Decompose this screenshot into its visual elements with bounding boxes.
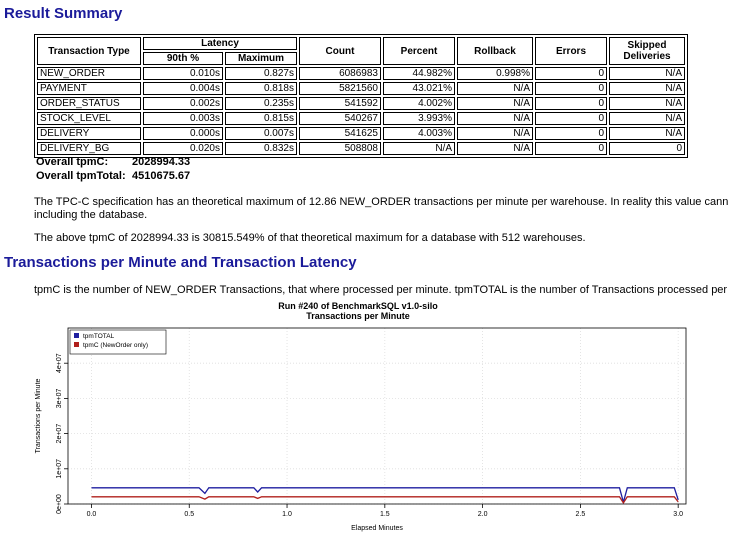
cell-errors: 0 [535, 112, 607, 125]
cell-skipped: N/A [609, 112, 685, 125]
overall-tpmc-label: Overall tpmC: [36, 156, 109, 168]
series-line-tpmtotal [92, 488, 679, 502]
col-transaction-type: Transaction Type [37, 37, 141, 65]
x-tick-label: 2.5 [575, 511, 586, 518]
result-summary-table [34, 34, 688, 158]
cell-percent: N/A [383, 142, 455, 155]
y-tick-label: 1e+07 [56, 458, 63, 479]
cell-percent: 3.993% [383, 112, 455, 125]
cell-percent: 4.003% [383, 127, 455, 140]
cell-type: ORDER_STATUS [37, 97, 141, 110]
y-axis-label: Transactions per Minute [35, 378, 42, 454]
legend-swatch [74, 333, 79, 338]
cell-type: STOCK_LEVEL [37, 112, 141, 125]
cell-rollback: N/A [457, 97, 533, 110]
tpcc-spec-paragraph-cont: including the database. [34, 209, 148, 221]
overall-tpmc-value: 2028994.33 [132, 156, 191, 168]
table-row [37, 67, 685, 80]
table-row [37, 97, 685, 110]
tpm-description-paragraph: tpmC is the number of NEW_ORDER Transactions, that where processed per minute. tpmTOTAL is the number of Transactions processed per [34, 284, 728, 296]
y-tick-label: 3e+07 [56, 388, 63, 409]
cell-count: 540267 [299, 112, 381, 125]
cell-max: 0.007s [225, 127, 297, 140]
cell-rollback: N/A [457, 142, 533, 155]
cell-skipped: N/A [609, 97, 685, 110]
result-summary-heading: Result Summary [4, 5, 123, 22]
table-row [37, 82, 685, 95]
x-tick-label: 3.0 [673, 511, 684, 518]
cell-percent: 43.021% [383, 82, 455, 95]
tpm-chart [30, 298, 710, 534]
cell-max: 0.235s [225, 97, 297, 110]
chart-title: Run #240 of BenchmarkSQL v1.0-silo [278, 301, 438, 311]
legend-label: tpmC (NewOrder only) [83, 342, 149, 349]
cell-rollback: N/A [457, 127, 533, 140]
cell-rollback: N/A [457, 112, 533, 125]
cell-max: 0.815s [225, 112, 297, 125]
cell-errors: 0 [535, 142, 607, 155]
col-errors: Errors [535, 37, 607, 65]
x-tick-label: 2.0 [477, 511, 488, 518]
col-percent: Percent [383, 37, 455, 65]
tpm-section-heading: Transactions per Minute and Transaction Latency [4, 254, 357, 271]
overall-tpmtotal-value: 4510675.67 [132, 170, 191, 182]
cell-max: 0.832s [225, 142, 297, 155]
cell-max: 0.818s [225, 82, 297, 95]
cell-p90: 0.004s [143, 82, 223, 95]
plot-area [68, 328, 686, 504]
cell-p90: 0.002s [143, 97, 223, 110]
legend-label: tpmTOTAL [83, 333, 115, 340]
table-row [37, 142, 685, 155]
cell-rollback: 0.998% [457, 67, 533, 80]
x-tick-label: 0.0 [86, 511, 97, 518]
y-tick-label: 0e+00 [56, 494, 63, 514]
cell-count: 508808 [299, 142, 381, 155]
cell-percent: 4.002% [383, 97, 455, 110]
col-skipped: Skipped Deliveries [609, 37, 685, 65]
cell-type: DELIVERY_BG [37, 142, 141, 155]
cell-skipped: N/A [609, 127, 685, 140]
tpmc-percent-paragraph: The above tpmC of 2028994.33 is 30815.549% of that theoretical maximum for a database with 512 warehouses. [34, 232, 586, 244]
cell-type: DELIVERY [37, 127, 141, 140]
cell-count: 6086983 [299, 67, 381, 80]
legend-swatch [74, 342, 79, 347]
cell-skipped: N/A [609, 67, 685, 80]
cell-percent: 44.982% [383, 67, 455, 80]
overall-totals [36, 155, 190, 183]
cell-max: 0.827s [225, 67, 297, 80]
cell-type: NEW_ORDER [37, 67, 141, 80]
col-rollback: Rollback [457, 37, 533, 65]
y-tick-label: 2e+07 [56, 423, 63, 444]
cell-errors: 0 [535, 67, 607, 80]
cell-errors: 0 [535, 97, 607, 110]
cell-count: 541625 [299, 127, 381, 140]
cell-count: 5821560 [299, 82, 381, 95]
table-row [37, 127, 685, 140]
cell-count: 541592 [299, 97, 381, 110]
y-tick-label: 4e+07 [56, 353, 63, 374]
cell-p90: 0.020s [143, 142, 223, 155]
cell-p90: 0.000s [143, 127, 223, 140]
table-row [37, 112, 685, 125]
chart-subtitle: Transactions per Minute [306, 311, 410, 321]
cell-rollback: N/A [457, 82, 533, 95]
cell-type: PAYMENT [37, 82, 141, 95]
cell-skipped: N/A [609, 82, 685, 95]
x-axis-label: Elapsed Minutes [351, 525, 403, 532]
x-tick-label: 0.5 [184, 511, 195, 518]
overall-tpmtotal-label: Overall tpmTotal: [36, 170, 126, 182]
cell-p90: 0.010s [143, 67, 223, 80]
col-count: Count [299, 37, 381, 65]
cell-skipped: 0 [609, 142, 685, 155]
col-p90: 90th % [143, 52, 223, 65]
col-maximum: Maximum [225, 52, 297, 65]
cell-errors: 0 [535, 127, 607, 140]
tpcc-spec-paragraph: The TPC-C specification has an theoretical maximum of 12.86 NEW_ORDER transactions per minute per warehouse. In reality this value cann [34, 196, 729, 208]
cell-errors: 0 [535, 82, 607, 95]
x-tick-label: 1.5 [379, 511, 390, 518]
col-latency: Latency [143, 37, 297, 50]
x-tick-label: 1.0 [282, 511, 292, 518]
cell-p90: 0.003s [143, 112, 223, 125]
